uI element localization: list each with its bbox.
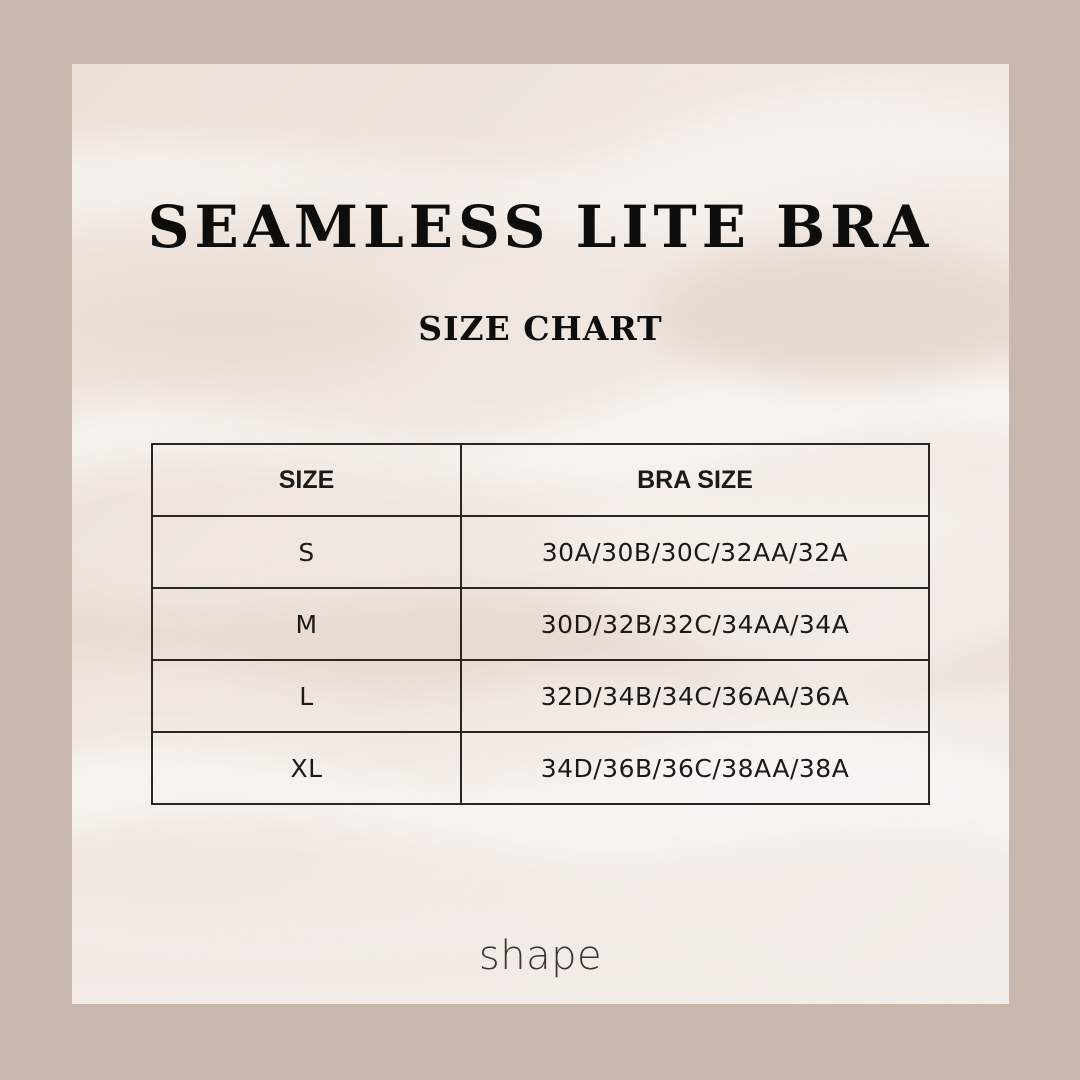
table-row — [152, 516, 929, 588]
page-title: SEAMLESS LITE BRA — [147, 193, 934, 261]
page-subtitle: SIZE CHART — [418, 309, 663, 348]
table-header-row — [152, 444, 929, 516]
table-row — [152, 732, 929, 804]
size-cell: M — [152, 588, 461, 660]
size-chart-table — [151, 443, 930, 805]
size-cell: L — [152, 660, 461, 732]
table-row — [152, 588, 929, 660]
size-chart-card — [72, 64, 1009, 1004]
bra-size-cell: 30D/32B/32C/34AA/34A — [461, 588, 929, 660]
table-row — [152, 660, 929, 732]
column-header-size: SIZE — [152, 444, 461, 516]
bra-size-cell: 32D/34B/34C/36AA/36A — [461, 660, 929, 732]
bra-size-cell: 30A/30B/30C/32AA/32A — [461, 516, 929, 588]
column-header-bra-size: BRA SIZE — [461, 444, 929, 516]
size-cell: S — [152, 516, 461, 588]
size-cell: XL — [152, 732, 461, 804]
bra-size-cell: 34D/36B/36C/38AA/38A — [461, 732, 929, 804]
brand-logo: shape — [478, 933, 603, 979]
